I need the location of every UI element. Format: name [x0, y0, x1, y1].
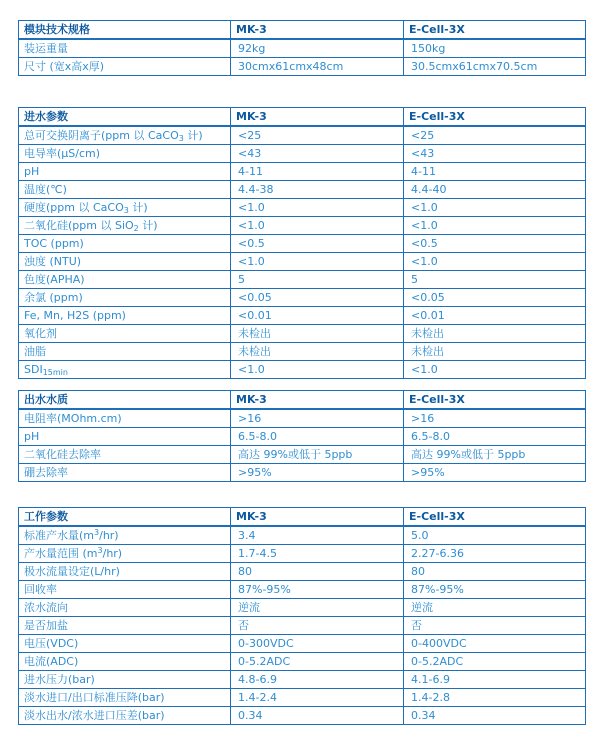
header-row — [19, 391, 586, 410]
table-row — [19, 689, 586, 707]
mk3-value: <1.0 — [231, 361, 404, 379]
table-row — [19, 464, 586, 482]
ecell3x-value: >16 — [404, 409, 586, 428]
ecell3x-value: <1.0 — [404, 199, 586, 217]
ecell3x-value: 0-400VDC — [404, 635, 586, 653]
mk3-value: 5 — [231, 271, 404, 289]
ecell3x-value: <0.01 — [404, 307, 586, 325]
model-column-header: MK-3 — [231, 108, 404, 127]
table-row — [19, 707, 586, 725]
ecell3x-value: 5 — [404, 271, 586, 289]
mk3-value: 4-11 — [231, 163, 404, 181]
param-label: 温度(℃) — [19, 181, 231, 199]
table-row — [19, 581, 586, 599]
ecell3x-value: 150kg — [404, 39, 586, 58]
model-column-header: E-Cell-3X — [404, 108, 586, 127]
product-water-quality-section — [18, 390, 585, 482]
table-row — [19, 145, 586, 163]
param-label: 是否加盐 — [19, 617, 231, 635]
product-water-quality-table — [18, 390, 586, 482]
table-row — [19, 235, 586, 253]
ecell3x-value: 否 — [404, 617, 586, 635]
mk3-value: <1.0 — [231, 217, 404, 235]
param-label: 色度(APHA) — [19, 271, 231, 289]
header-row — [19, 108, 586, 127]
ecell3x-value: 87%-95% — [404, 581, 586, 599]
feed-water-params-table — [18, 107, 586, 379]
table-row — [19, 545, 586, 563]
ecell3x-value: 高达 99%或低于 5ppb — [404, 446, 586, 464]
mk3-value: 未检出 — [231, 325, 404, 343]
mk3-value: 0-300VDC — [231, 635, 404, 653]
param-label: 极水流量设定(L/hr) — [19, 563, 231, 581]
mk3-value: 80 — [231, 563, 404, 581]
param-label: $SDI_{15min}$ — [19, 361, 231, 379]
ecell3x-value: <1.0 — [404, 253, 586, 271]
ecell3x-value: 未检出 — [404, 343, 586, 361]
module-specs-table — [18, 20, 586, 76]
table-row — [19, 563, 586, 581]
model-column-header: MK-3 — [231, 391, 404, 410]
mk3-value: <0.05 — [231, 289, 404, 307]
table-row — [19, 653, 586, 671]
ecell3x-value: 6.5-8.0 — [404, 428, 586, 446]
mk3-value: 1.7-4.5 — [231, 545, 404, 563]
mk3-value: <1.0 — [231, 199, 404, 217]
ecell3x-value: 0.34 — [404, 707, 586, 725]
mk3-value: 1.4-2.4 — [231, 689, 404, 707]
header-row — [19, 21, 586, 40]
mk3-value: 0.34 — [231, 707, 404, 725]
table-row — [19, 409, 586, 428]
mk3-value: 87%-95% — [231, 581, 404, 599]
mk3-value: <25 — [231, 126, 404, 145]
ecell3x-value: 4.4-40 — [404, 181, 586, 199]
mk3-value: 92kg — [231, 39, 404, 58]
mk3-value: >16 — [231, 409, 404, 428]
param-label: 氧化剂 — [19, 325, 231, 343]
table-row — [19, 58, 586, 76]
param-label: pH — [19, 428, 231, 446]
table-row — [19, 599, 586, 617]
ecell3x-value: <0.5 — [404, 235, 586, 253]
param-label: 硼去除率 — [19, 464, 231, 482]
mk3-value: 0-5.2ADC — [231, 653, 404, 671]
param-label: 淡水进口/出口标准压降(bar) — [19, 689, 231, 707]
param-label: 浊度 (NTU) — [19, 253, 231, 271]
mk3-value: 4.4-38 — [231, 181, 404, 199]
ecell3x-value: 4-11 — [404, 163, 586, 181]
ecell3x-value: 80 — [404, 563, 586, 581]
mk3-value: 高达 99%或低于 5ppb — [231, 446, 404, 464]
ecell3x-value: <1.0 — [404, 361, 586, 379]
mk3-value: <0.5 — [231, 235, 404, 253]
param-label: Fe, Mn, H2S (ppm) — [19, 307, 231, 325]
table-row — [19, 446, 586, 464]
param-label: 尺寸 (宽x高x厚) — [19, 58, 231, 76]
ecell3x-value: 5.0 — [404, 526, 586, 545]
param-label: pH — [19, 163, 231, 181]
table-row — [19, 126, 586, 145]
table-row — [19, 635, 586, 653]
ecell3x-value: <1.0 — [404, 217, 586, 235]
operating-params-section — [18, 507, 585, 725]
table-row — [19, 617, 586, 635]
module-specs-section — [18, 20, 585, 76]
mk3-value: 逆流 — [231, 599, 404, 617]
table-row — [19, 181, 586, 199]
section-title-header: 出水水质 — [19, 391, 231, 410]
ecell3x-value: >95% — [404, 464, 586, 482]
param-label: 回收率 — [19, 581, 231, 599]
table-row — [19, 271, 586, 289]
model-column-header: MK-3 — [231, 21, 404, 40]
table-row — [19, 526, 586, 545]
mk3-value: 否 — [231, 617, 404, 635]
table-row — [19, 428, 586, 446]
operating-params-table — [18, 507, 586, 725]
mk3-value: 6.5-8.0 — [231, 428, 404, 446]
param-label: 标准产水量$(m^3/hr)$ — [19, 526, 231, 545]
header-row — [19, 508, 586, 527]
table-row — [19, 253, 586, 271]
ecell3x-value: 0-5.2ADC — [404, 653, 586, 671]
ecell3x-value: <25 — [404, 126, 586, 145]
mk3-value: 3.4 — [231, 526, 404, 545]
param-label: 电流(ADC) — [19, 653, 231, 671]
model-column-header: E-Cell-3X — [404, 21, 586, 40]
param-label: 装运重量 — [19, 39, 231, 58]
table-row — [19, 217, 586, 235]
param-label: 二氧化硅去除率 — [19, 446, 231, 464]
ecell3x-value: 1.4-2.8 — [404, 689, 586, 707]
ecell3x-value: 2.27-6.36 — [404, 545, 586, 563]
model-column-header: E-Cell-3X — [404, 391, 586, 410]
ecell3x-value: <43 — [404, 145, 586, 163]
model-column-header: E-Cell-3X — [404, 508, 586, 527]
model-column-header: MK-3 — [231, 508, 404, 527]
param-label: 浓水流向 — [19, 599, 231, 617]
mk3-value: <43 — [231, 145, 404, 163]
param-label: 电导率(μS/cm) — [19, 145, 231, 163]
table-row — [19, 325, 586, 343]
mk3-value: 4.8-6.9 — [231, 671, 404, 689]
param-label: 产水量范围 $(m^3/hr)$ — [19, 545, 231, 563]
table-row — [19, 307, 586, 325]
table-row — [19, 671, 586, 689]
mk3-value: >95% — [231, 464, 404, 482]
table-row — [19, 199, 586, 217]
table-row — [19, 343, 586, 361]
param-label: 二氧化硅(ppm 以 SiO$_2$ 计) — [19, 217, 231, 235]
param-label: 电阻率(MOhm.cm) — [19, 409, 231, 428]
param-label: 硬度(ppm 以 CaCO$_3$ 计) — [19, 199, 231, 217]
param-label: 余氯 (ppm) — [19, 289, 231, 307]
section-title-header: 工作参数 — [19, 508, 231, 527]
mk3-value: 未检出 — [231, 343, 404, 361]
table-row — [19, 163, 586, 181]
mk3-value: 30cmx61cmx48cm — [231, 58, 404, 76]
ecell3x-value: 4.1-6.9 — [404, 671, 586, 689]
mk3-value: <0.01 — [231, 307, 404, 325]
section-title-header: 模块技术规格 — [19, 21, 231, 40]
param-label: 淡水出水/浓水进口压差(bar) — [19, 707, 231, 725]
table-row — [19, 361, 586, 379]
ecell3x-value: 30.5cmx61cmx70.5cm — [404, 58, 586, 76]
section-title-header: 进水参数 — [19, 108, 231, 127]
ecell3x-value: <0.05 — [404, 289, 586, 307]
mk3-value: <1.0 — [231, 253, 404, 271]
table-row — [19, 39, 586, 58]
feed-water-params-section — [18, 107, 585, 379]
param-label: 电压(VDC) — [19, 635, 231, 653]
param-label: 油脂 — [19, 343, 231, 361]
param-label: 进水压力(bar) — [19, 671, 231, 689]
ecell3x-value: 逆流 — [404, 599, 586, 617]
table-row — [19, 289, 586, 307]
param-label: TOC (ppm) — [19, 235, 231, 253]
ecell3x-value: 未检出 — [404, 325, 586, 343]
param-label: 总可交换阴离子(ppm 以 CaCO$_3$ 计) — [19, 126, 231, 145]
